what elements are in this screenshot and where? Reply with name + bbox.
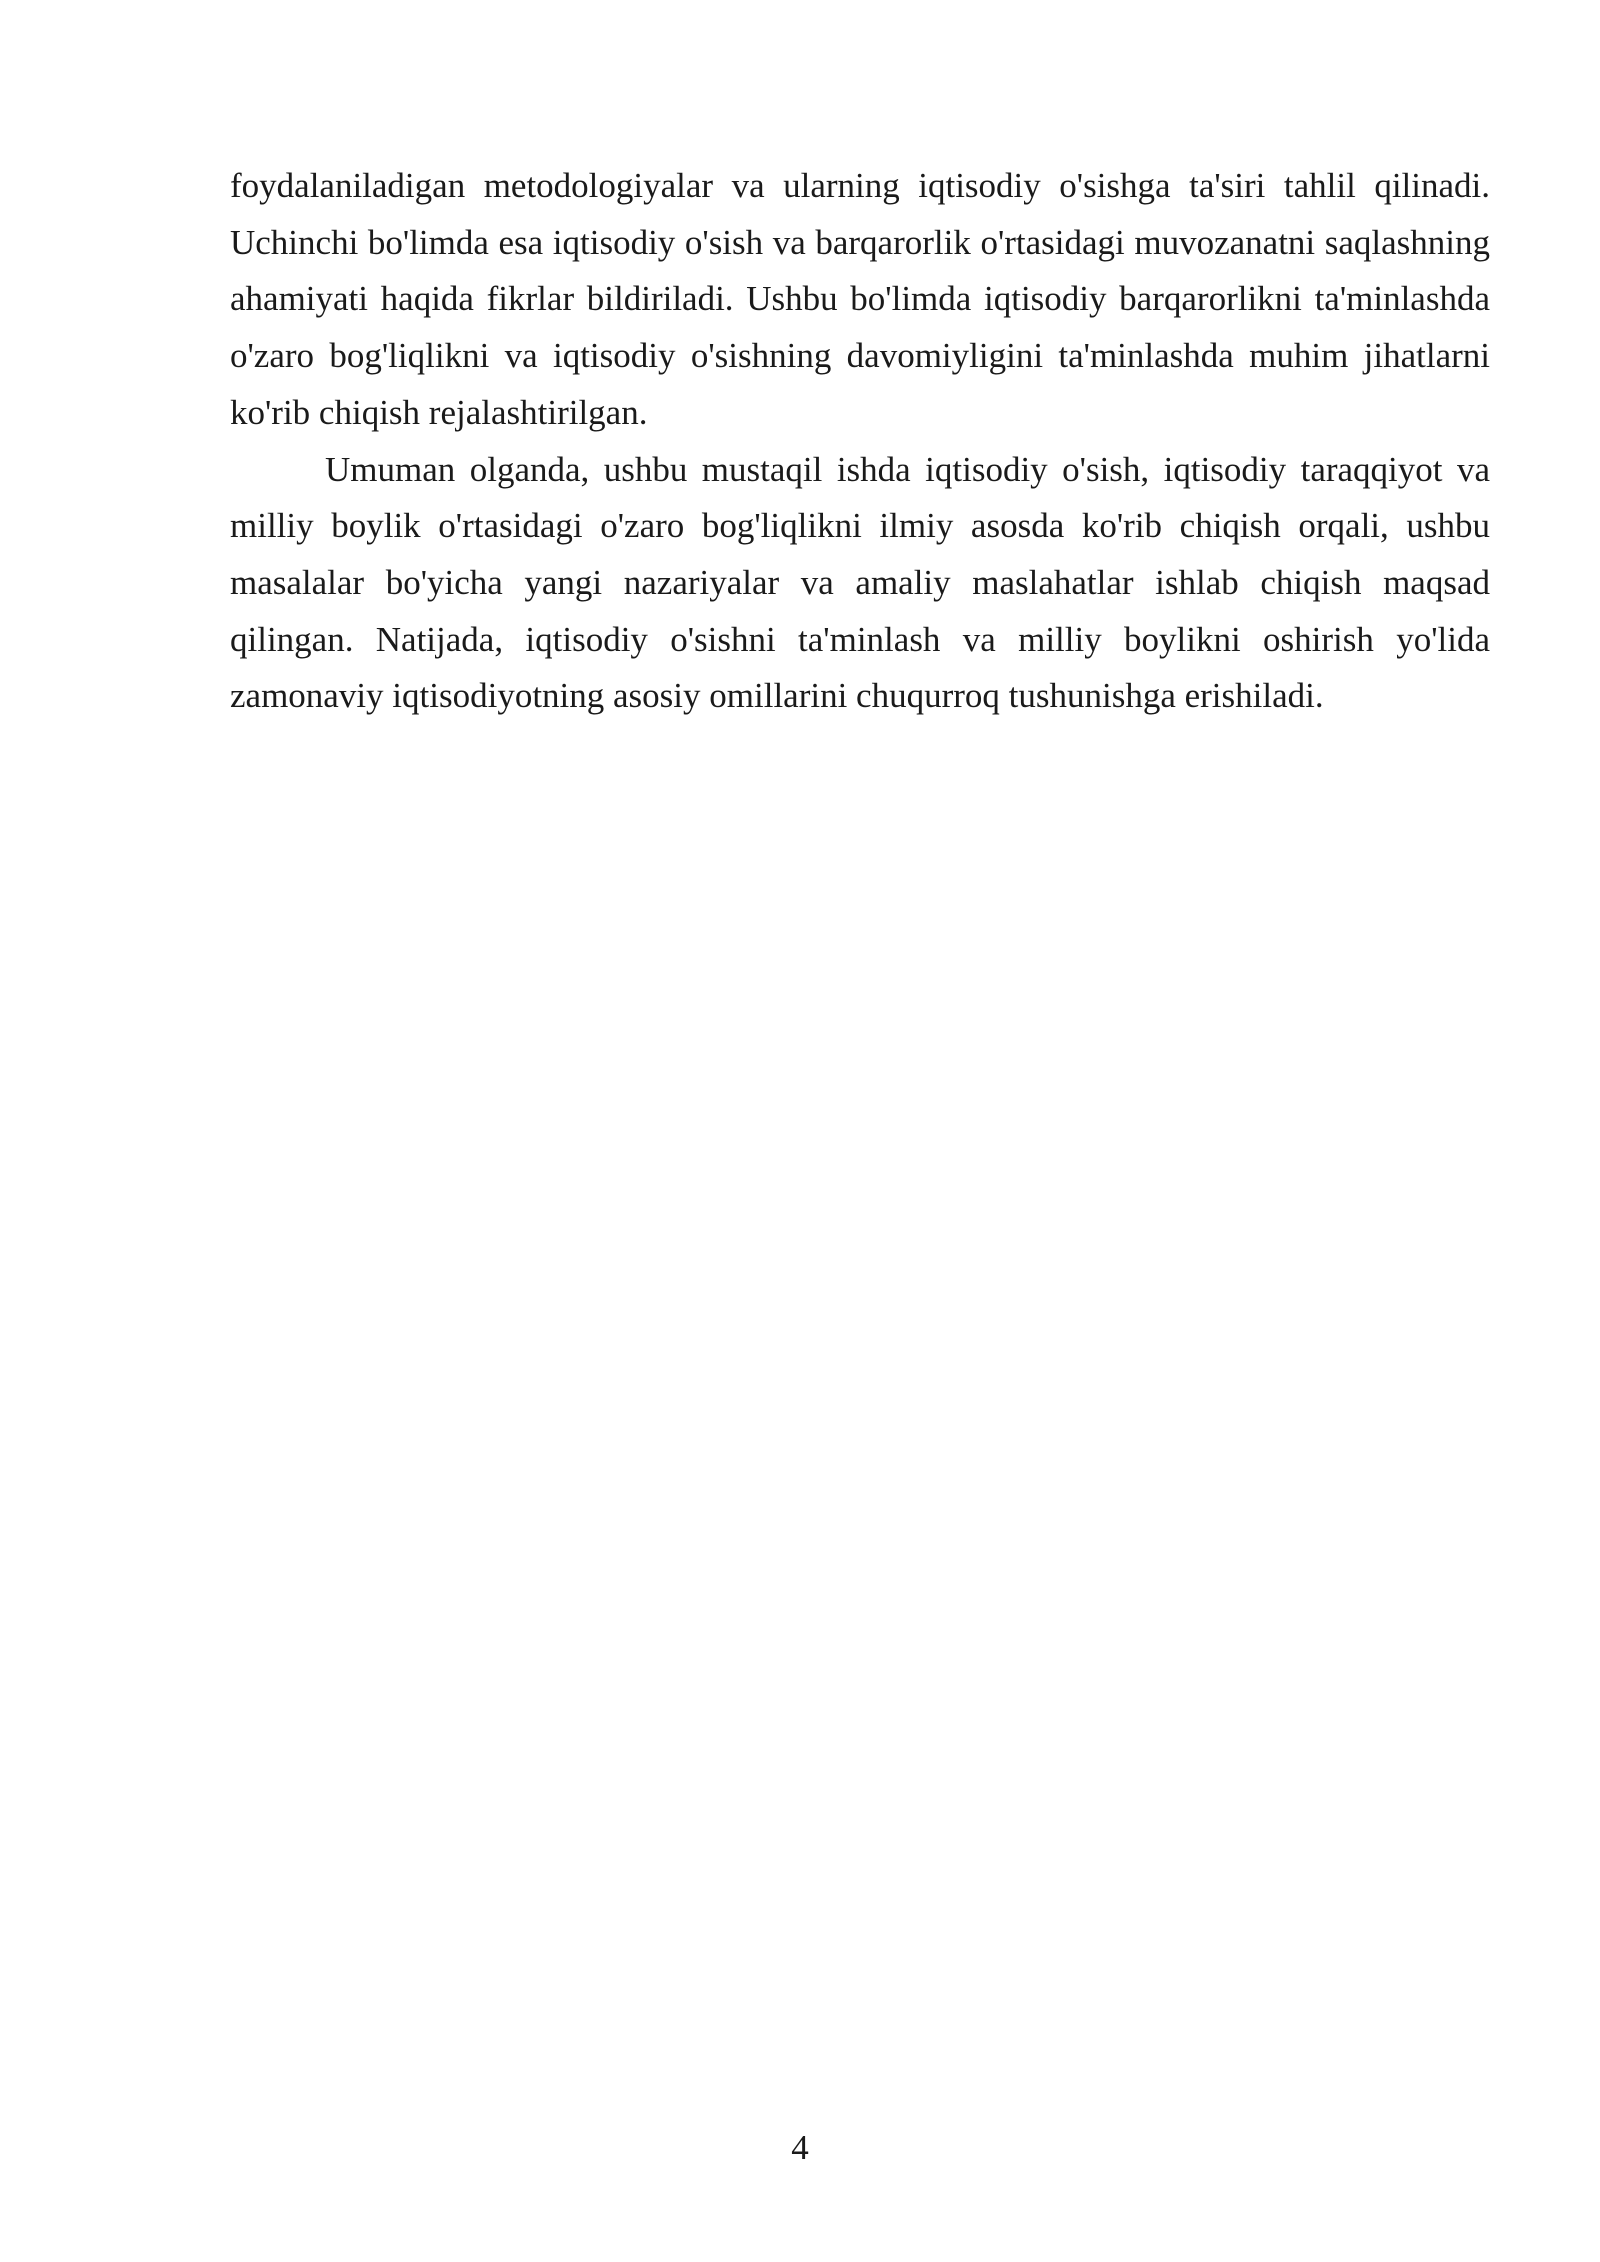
page-number: 4 <box>791 2128 809 2167</box>
body-text <box>230 158 1490 725</box>
paragraph-summary: Umuman olganda, ushbu mustaqil ishda iqtisodiy o'sish, iqtisodiy taraqqiyot va milliy boylik o'rtasidagi o'zaro bog'liqlikni ilmiy asosda ko'rib chiqish orqali, ushbu masalalar bo'yicha yangi nazariyalar va amaliy maslahatlar ishlab chiqish maqsad qilingan. Natijada, iqtisodiy o'sishni ta'minlash va milliy boylikni oshirish yo'lida zamonaviy iqtisodiyotning asosiy omillarini chuqurroq tushunishga erishiladi. <box>230 449 1490 716</box>
paragraph-continuation: foydalaniladigan metodologiyalar va ularning iqtisodiy o'sishga ta'siri tahlil qilinadi. Uchinchi bo'limda esa iqtisodiy o'sish va barqarorlik o'rtasidagi muvozanatni saqlashning ahamiyati haqida fikrlar bildiriladi. Ushbu bo'limda iqtisodiy barqarorlikni ta'minlashda o'zaro bog'liqlikni va iqtisodiy o'sishning davomiyligini ta'minlashda muhim jihatlarni ko'rib chiqish rejalashtirilgan. <box>230 166 1490 432</box>
